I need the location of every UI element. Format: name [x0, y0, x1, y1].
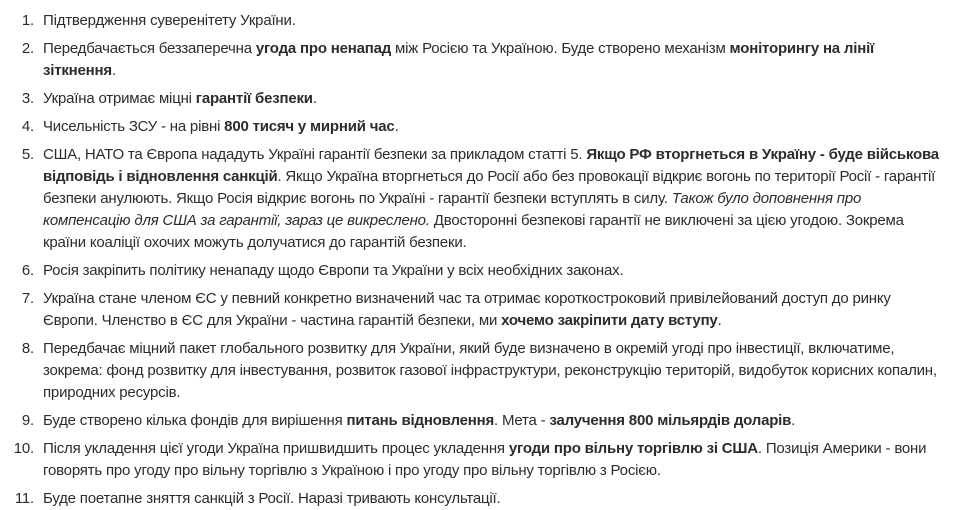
text-run: Передбачається беззаперечна	[43, 40, 256, 57]
text-run: 800 тисяч у мирний час	[224, 118, 395, 135]
list-item-text	[43, 338, 948, 404]
text-run: залучення 800 мільярдів доларів	[549, 412, 792, 429]
list-item-number: 5.	[21, 146, 34, 163]
text-run: між Росією та Україною. Буде створено механізм	[391, 40, 730, 57]
list-item-text	[43, 116, 948, 138]
text-run: .	[394, 118, 399, 135]
list-item-text	[43, 488, 948, 510]
list-item-text	[43, 38, 948, 82]
text-run: хочемо закріпити дату вступу	[501, 312, 718, 329]
list-item	[0, 260, 948, 282]
list-item-number: 2.	[21, 40, 34, 57]
text-run: Буде поетапне зняття санкцій з Росії. Наразі тривають консультації.	[43, 490, 501, 507]
text-run: Чисельність ЗСУ - на рівні	[43, 118, 225, 135]
list-item	[0, 10, 948, 32]
text-run: Двосторонні безпекові гарантії не виключені за цією угодою. Зокрема країни коаліції охочих можуть долучатися до гарантій безпеки.	[43, 212, 904, 251]
list-item-number: 7.	[21, 290, 34, 307]
numbered-list	[0, 10, 948, 510]
list-item	[0, 144, 948, 254]
text-run: Україна отримає міцні	[43, 90, 196, 107]
list-item	[0, 288, 948, 332]
text-run: .	[791, 412, 796, 429]
list-item-number: 8.	[21, 340, 34, 357]
text-run: .	[717, 312, 722, 329]
list-item	[0, 88, 948, 110]
text-run: . Позиція Америки - вони говорять про угоду про вільну торгівлю з Україною і про угоду про вільну торгівлю з Росією.	[43, 440, 927, 479]
text-run: Також було доповнення про компенсацію для США за гарантії, зараз це викреслено.	[43, 190, 862, 229]
text-run: угода про ненапад	[255, 40, 392, 57]
list-item	[0, 116, 948, 138]
list-item-text	[43, 144, 948, 254]
list-item	[0, 38, 948, 82]
list-item	[0, 438, 948, 482]
text-run: Підтвердження суверенітету України.	[43, 12, 296, 29]
list-item-number: 11.	[14, 490, 34, 507]
list-item-number: 10.	[13, 440, 34, 457]
text-run: гарантії безпеки	[195, 90, 313, 107]
list-item	[0, 488, 948, 510]
list-item-number: 6.	[21, 262, 34, 279]
text-run: . Мета -	[494, 412, 550, 429]
list-item	[0, 338, 948, 404]
text-run: .	[312, 90, 317, 107]
text-run: моніторингу на лінії зіткнення	[43, 40, 875, 79]
list-item-text	[43, 438, 948, 482]
list-item-number: 3.	[21, 90, 34, 107]
list-item	[0, 410, 948, 432]
list-item-text	[43, 410, 948, 432]
text-run: Буде створено кілька фондів для вирішення	[43, 412, 347, 429]
list-item-text	[43, 88, 948, 110]
text-run: США, НАТО та Європа нададуть Україні гарантії безпеки за прикладом статті 5.	[43, 146, 587, 163]
text-run: Передбачає міцний пакет глобального розвитку для України, який буде визначено в окремій угоді про інвестиції, включатиме, зокрема: фонд розвитку для інвестування, розвиток газової інфраструктури, реконструкцію територій, видобуток корисних копалин, природних ресурсів.	[43, 340, 937, 401]
text-run: Україна стане членом ЄС у певний конкретно визначений час та отримає короткостроковий привілейований доступ до ринку Європи. Членство в ЄС для України - частина гарантій безпеки, ми	[43, 290, 891, 329]
text-run: Росія закріпить політику ненападу щодо Європи та України у всіх необхідних законах.	[43, 262, 624, 279]
text-run: питань відновлення	[346, 412, 495, 429]
text-run: угоди про вільну торгівлю зі США	[508, 440, 758, 457]
text-run: . Якщо Україна вторгнеться до Росії або без провокації відкриє вогонь по території Росії - гарантії безпеки анулюють. Якщо Росія відкриє вогонь по Україні - гарантії безпеки вступлять в силу.	[43, 168, 936, 207]
list-item-number: 4.	[21, 118, 34, 135]
list-item-number: 1.	[21, 12, 34, 29]
text-run: Після укладення цієї угоди Україна пришвидшить процес укладення	[43, 440, 509, 457]
text-run: Якщо РФ вторгнеться в Україну - буде військова відповідь і відновлення санкцій	[43, 146, 939, 185]
list-item-text	[43, 260, 948, 282]
text-run: .	[111, 62, 116, 79]
list-item-text	[43, 288, 948, 332]
list-item-number: 9.	[21, 412, 34, 429]
list-item-text	[43, 10, 948, 32]
